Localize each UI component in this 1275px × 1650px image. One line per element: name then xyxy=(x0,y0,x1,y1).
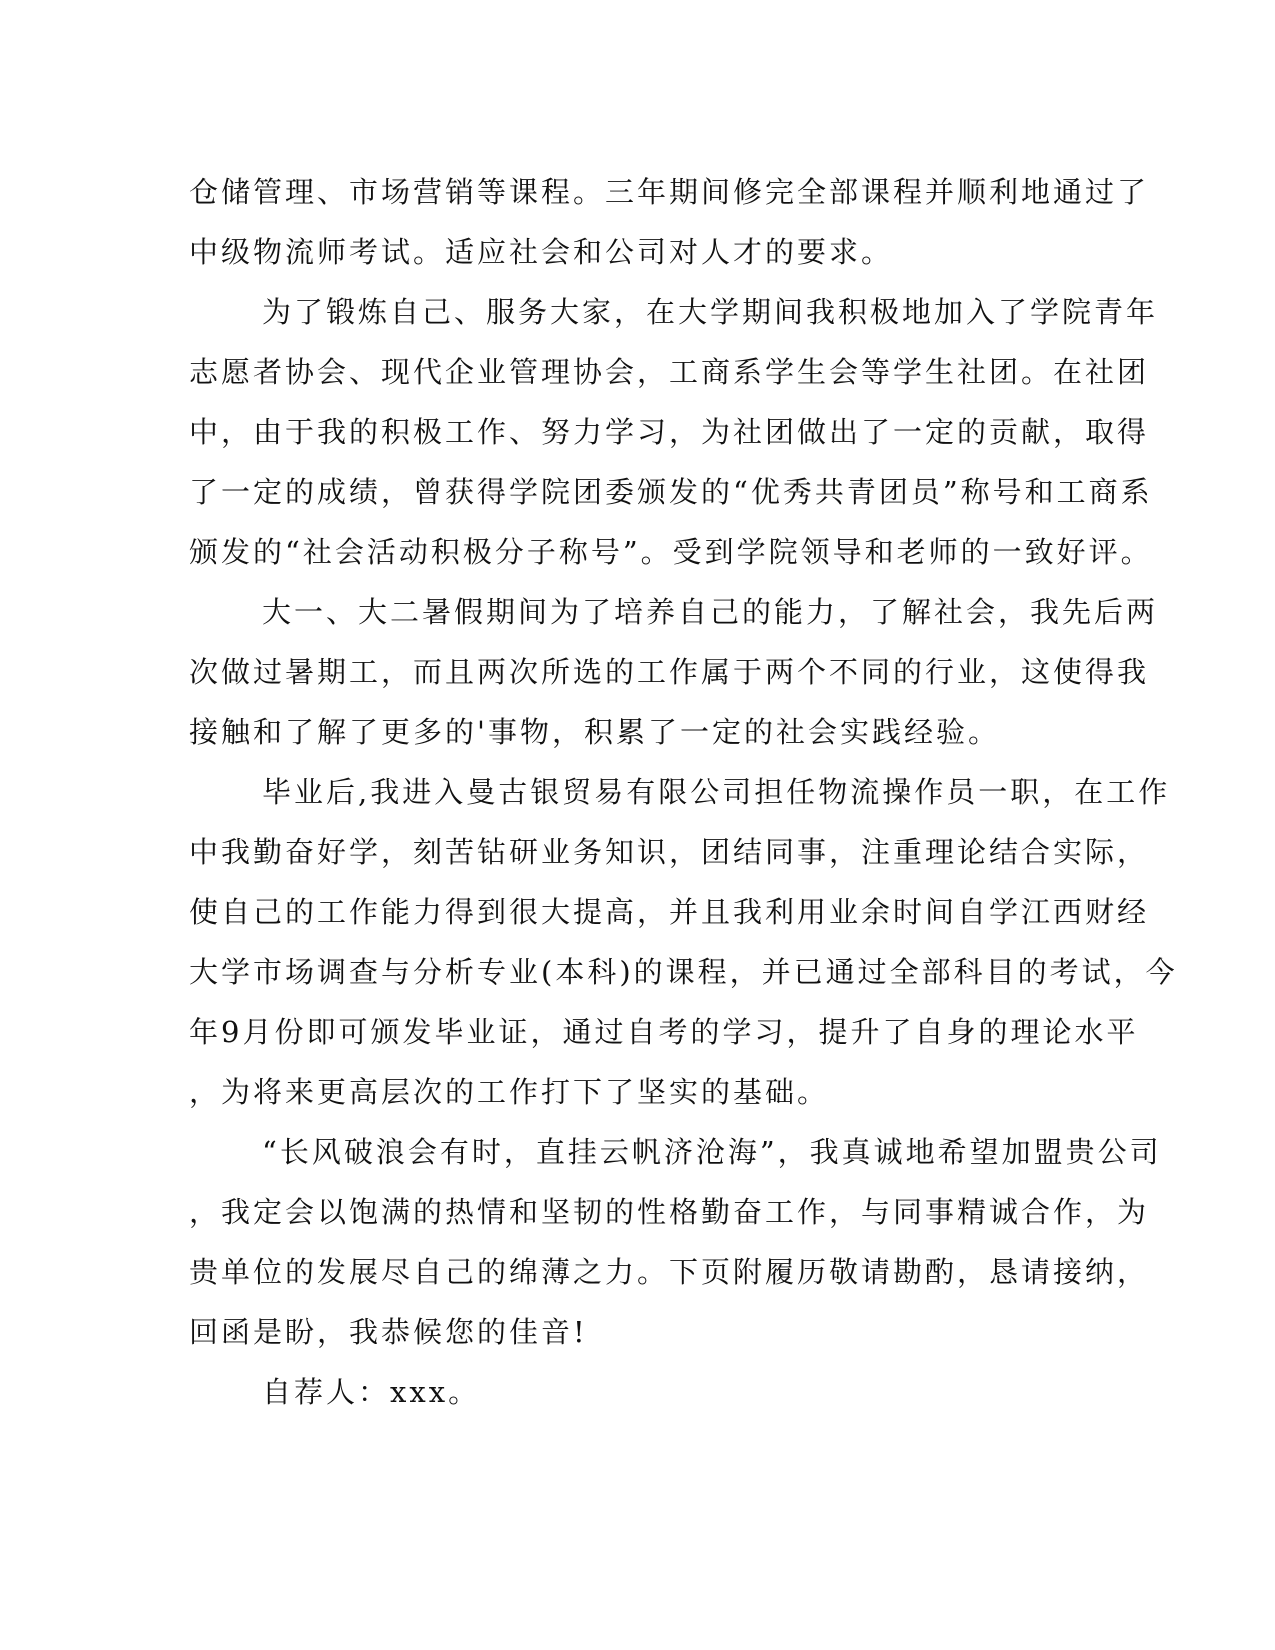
text-line: ，为将来更高层次的工作打下了坚实的基础。 xyxy=(189,1075,830,1109)
text-line: 中，由于我的积极工作、努力学习，为社团做出了一定的贡献，取得 xyxy=(189,415,1150,449)
paragraph-start-line: “长风破浪会有时，直挂云帆济沧海”，我真诚地希望加盟贵公司 xyxy=(262,1135,1162,1169)
text-line: 志愿者协会、现代企业管理协会，工商系学生会等学生社团。在社团 xyxy=(189,355,1150,389)
text-line: 中级物流师考试。适应社会和公司对人才的要求。 xyxy=(189,235,894,269)
letter-body xyxy=(189,162,1178,1422)
text-line: 了一定的成绩，曾获得学院团委颁发的“优秀共青团员”称号和工商系 xyxy=(189,475,1153,509)
text-line: ，我定会以饱满的热情和坚韧的性格勤奋工作，与同事精诚合作，为 xyxy=(189,1195,1150,1229)
text-line: 贵单位的发展尽自己的绵薄之力。下页附履历敬请勘酌，恳请接纳， xyxy=(189,1255,1150,1289)
text-line: 中我勤奋好学，刻苦钻研业务知识，团结同事，注重理论结合实际， xyxy=(189,835,1150,869)
paragraph-start-line: 为了锻炼自己、服务大家，在大学期间我积极地加入了学院青年 xyxy=(262,295,1159,329)
paragraph-start-line: 毕业后,我进入曼古银贸易有限公司担任物流操作员一职，在工作 xyxy=(262,775,1171,809)
text-line: 年9月份即可颁发毕业证，通过自考的学习，提升了自身的理论水平 xyxy=(189,1015,1139,1049)
paragraph-start-line: 大一、大二暑假期间为了培养自己的能力，了解社会，我先后两 xyxy=(262,595,1159,629)
text-line: 颁发的“社会活动积极分子称号”。受到学院领导和老师的一致好评。 xyxy=(189,535,1153,569)
text-line: 使自己的工作能力得到很大提高，并且我利用业余时间自学江西财经 xyxy=(189,895,1150,929)
signature-line: 自荐人：xxx。 xyxy=(262,1375,481,1409)
text-line: 次做过暑期工，而且两次所选的工作属于两个不同的行业，这使得我 xyxy=(189,655,1150,689)
text-line: 回函是盼，我恭候您的佳音! xyxy=(189,1315,588,1349)
text-line: 接触和了解了更多的'事物，积累了一定的社会实践经验。 xyxy=(189,715,1000,749)
text-line: 仓储管理、市场营销等课程。三年期间修完全部课程并顺利地通过了 xyxy=(189,175,1150,209)
text-line: 大学市场调查与分析专业(本科)的课程，并已通过全部科目的考试，今 xyxy=(189,955,1178,989)
